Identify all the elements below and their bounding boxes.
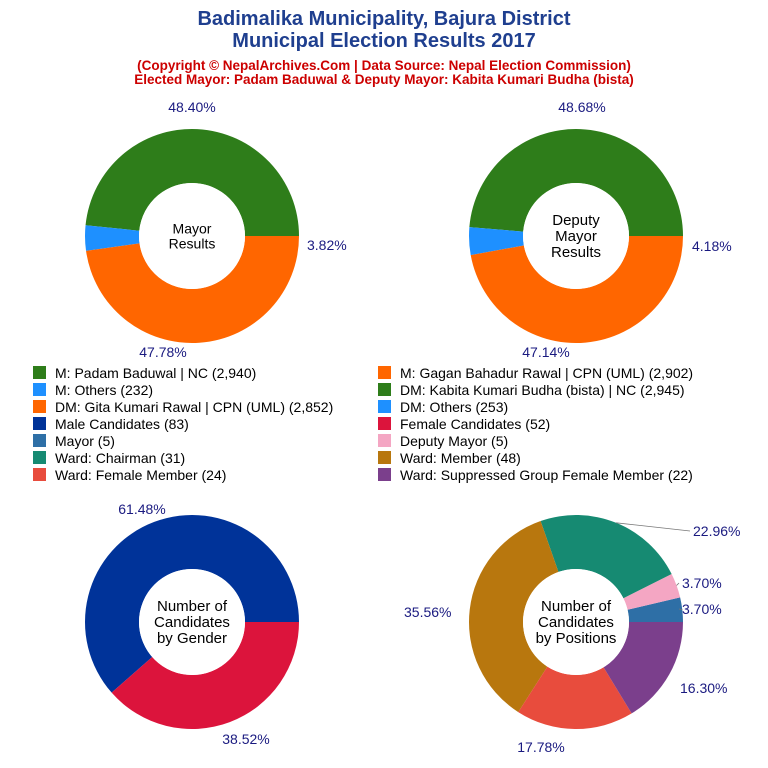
- center-label: Mayor: [172, 220, 212, 237]
- percent-label: 38.52%: [222, 731, 270, 747]
- percent-label: 48.68%: [558, 99, 606, 115]
- legend-swatch: [378, 434, 391, 447]
- legend-label: Ward: Female Member (24): [55, 466, 227, 483]
- legend-item: [33, 381, 153, 398]
- legend-label: DM: Others (253): [400, 398, 509, 415]
- legend-label: Deputy Mayor (5): [400, 432, 509, 449]
- legend-swatch: [378, 468, 391, 481]
- percent-label: 3.82%: [307, 237, 347, 253]
- leader-line: [677, 583, 679, 585]
- legend-label: DM: Kabita Kumari Budha (bista) | NC (2,945): [400, 381, 685, 398]
- center-label: Results: [168, 235, 216, 252]
- legend-item: [33, 466, 226, 483]
- chart-title-line1: Badimalika Municipality, Bajura District: [197, 8, 571, 30]
- percent-label: 61.48%: [118, 501, 166, 517]
- legend-swatch: [33, 366, 46, 379]
- legend-swatch: [378, 400, 391, 413]
- legend-item: [33, 398, 333, 415]
- legend-item: [378, 381, 685, 398]
- legend-item: [33, 364, 256, 381]
- legend-label: Female Candidates (52): [400, 415, 551, 432]
- legend-swatch: [378, 417, 391, 430]
- legend-swatch: [33, 451, 46, 464]
- center-label: Number of: [156, 598, 228, 615]
- percent-label: 17.78%: [517, 739, 565, 755]
- legend-swatch: [33, 400, 46, 413]
- elected-line: Elected Mayor: Padam Baduwal & Deputy Mayor: Kabita Kumari Budha (bista): [134, 72, 634, 87]
- percent-label: 4.18%: [692, 238, 732, 254]
- legend-swatch: [378, 366, 391, 379]
- legend-swatch: [378, 383, 391, 396]
- legend-swatch: [33, 468, 46, 481]
- legend-label: Mayor (5): [55, 432, 115, 449]
- leader-line: [679, 609, 682, 610]
- center-label: by Gender: [156, 630, 228, 647]
- percent-label: 47.78%: [139, 344, 187, 360]
- percent-label: 3.70%: [682, 601, 722, 617]
- center-label: Deputy: [552, 212, 600, 229]
- legend-item: [378, 364, 693, 381]
- percent-label: 22.96%: [693, 523, 741, 539]
- percent-label: 16.30%: [680, 680, 728, 696]
- legend-label: M: Others (232): [55, 381, 154, 398]
- center-label: Number of: [540, 598, 612, 615]
- chart-title-line2: Municipal Election Results 2017: [232, 30, 536, 52]
- legend-item: [378, 398, 508, 415]
- center-label: Mayor: [555, 228, 597, 245]
- center-label: Results: [550, 244, 602, 261]
- legend-item: [378, 449, 521, 466]
- legend-label: Ward: Chairman (31): [55, 449, 186, 466]
- legend-label: Ward: Member (48): [400, 449, 521, 466]
- legend-label: Male Candidates (83): [55, 415, 189, 432]
- percent-label: 3.70%: [682, 575, 722, 591]
- legend-item: [33, 449, 185, 466]
- legend-label: Ward: Suppressed Group Female Member (22): [400, 466, 693, 483]
- percent-label: 35.56%: [404, 604, 452, 620]
- copyright-line: (Copyright © NepalArchives.Com | Data Source: Nepal Election Commission): [137, 58, 631, 73]
- legend-item: [378, 432, 508, 449]
- percent-label: 47.14%: [522, 344, 570, 360]
- legend-swatch: [33, 383, 46, 396]
- legend-swatch: [33, 417, 46, 430]
- legend-item: [378, 466, 693, 483]
- legend-label: DM: Gita Kumari Rawal | CPN (UML) (2,852): [55, 398, 334, 415]
- legend-item: [378, 415, 550, 432]
- center-label: Candidates: [154, 614, 230, 631]
- legend-item: [33, 415, 189, 432]
- legend-swatch: [33, 434, 46, 447]
- legend-label: M: Gagan Bahadur Rawal | CPN (UML) (2,902): [400, 364, 694, 381]
- center-label: by Positions: [535, 630, 617, 647]
- legend-swatch: [378, 451, 391, 464]
- legend-item: [33, 432, 115, 449]
- center-label: Candidates: [538, 614, 614, 631]
- percent-label: 48.40%: [168, 99, 216, 115]
- legend-label: M: Padam Baduwal | NC (2,940): [55, 364, 257, 381]
